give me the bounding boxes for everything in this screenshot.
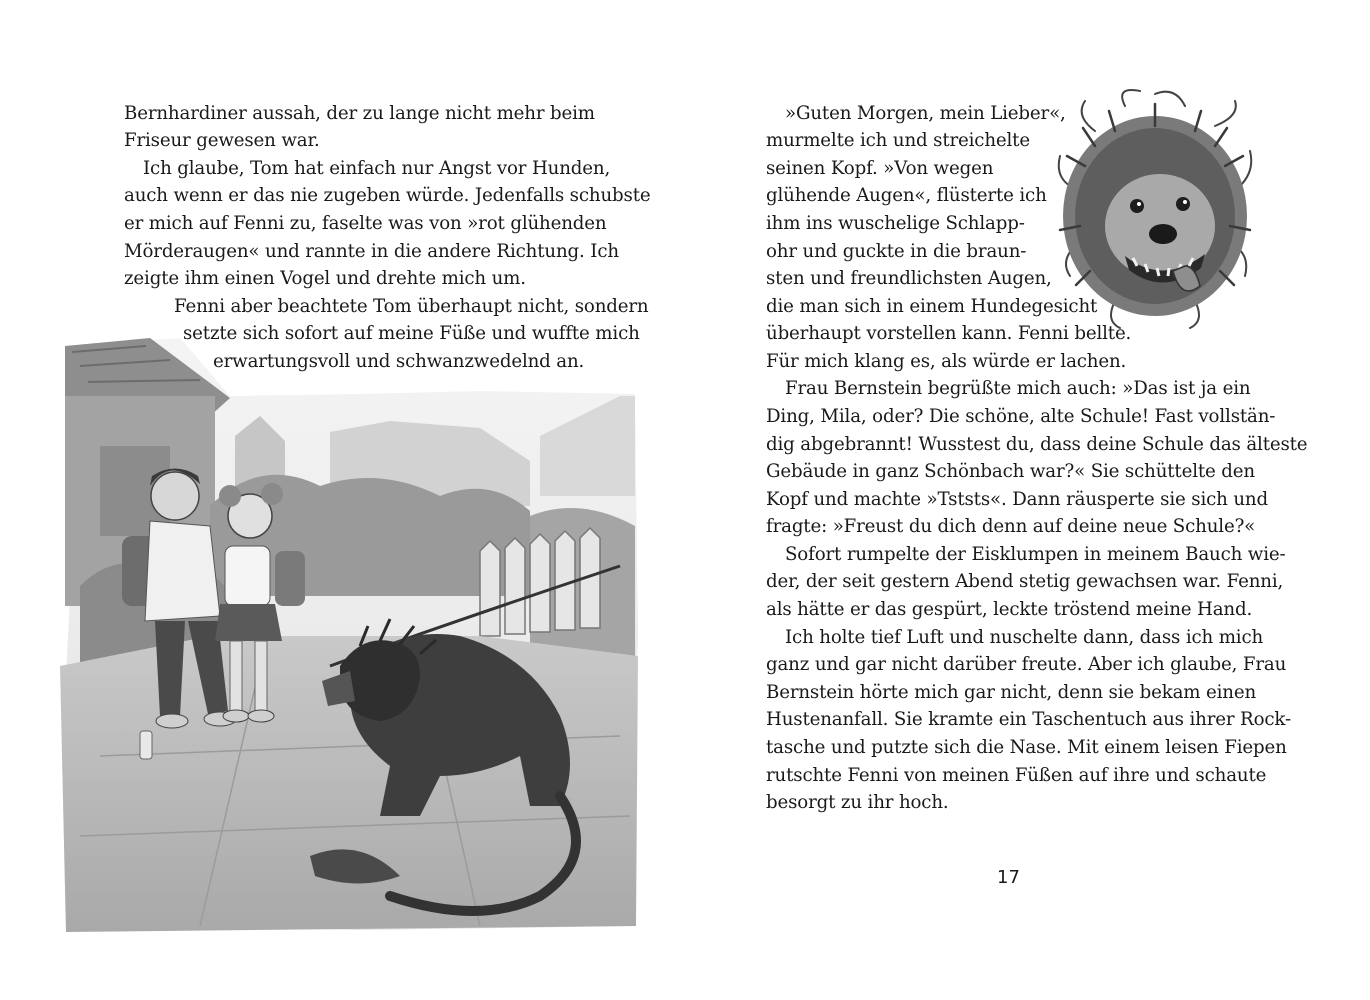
text-line: glühende Augen«, flüsterte ich: [766, 185, 1047, 206]
text-line: Frau Bernstein begrüßte mich auch: »Das ist ja ein: [785, 378, 1251, 399]
text-line: Hustenanfall. Sie kramte ein Taschentuch aus ihrer Rock-: [766, 709, 1291, 730]
text-line: Bernstein hörte mich gar nicht, denn sie bekam einen: [766, 682, 1257, 703]
text-line: zeigte ihm einen Vogel und drehte mich um.: [124, 268, 526, 289]
text-line: rutschte Fenni von meinen Füßen auf ihre und schaute: [766, 765, 1267, 786]
text-line: überhaupt vorstellen kann. Fenni bellte.: [766, 323, 1132, 344]
right-page: [685, 0, 1370, 1000]
text-line: Gebäude in ganz Schönbach war?« Sie schüttelte den: [766, 461, 1255, 482]
text-line: dig abgebrannt! Wusstest du, dass deine Schule das älteste: [766, 434, 1308, 455]
text-line: murmelte ich und streichelte: [766, 130, 1030, 151]
text-line: erwartungsvoll und schwanzwedelnd an.: [213, 351, 585, 372]
text-line: ganz und gar nicht darüber freute. Aber ich glaube, Frau: [766, 654, 1287, 675]
page-number: 17: [997, 867, 1020, 888]
text-line: auch wenn er das nie zugeben würde. Jedenfalls schubste: [124, 185, 651, 206]
illustration-dog-head: [1055, 86, 1255, 334]
text-line: die man sich in einem Hundegesicht: [766, 296, 1098, 317]
text-line: Friseur gewesen war.: [124, 130, 320, 151]
text-line: fragte: »Freust du dich denn auf deine neue Schule?«: [766, 516, 1256, 537]
text-line: als hätte er das gespürt, leckte tröstend meine Hand.: [766, 599, 1253, 620]
text-line: »Guten Morgen, mein Lieber«,: [785, 103, 1066, 124]
text-line: tasche und putzte sich die Nase. Mit einem leisen Fiepen: [766, 737, 1287, 758]
text-line: Fenni aber beachtete Tom überhaupt nicht, sondern: [174, 296, 649, 317]
text-line: setzte sich sofort auf meine Füße und wuffte mich: [183, 323, 640, 344]
text-line: der, der seit gestern Abend stetig gewachsen war. Fenni,: [766, 571, 1284, 592]
text-line: Ding, Mila, oder? Die schöne, alte Schule! Fast vollstän-: [766, 406, 1276, 427]
text-line: Für mich klang es, als würde er lachen.: [766, 351, 1127, 372]
text-line: Mörderaugen« und rannte in die andere Richtung. Ich: [124, 241, 619, 262]
illustration-children-and-dog: [60, 336, 640, 932]
text-line: sten und freundlichsten Augen,: [766, 268, 1052, 289]
text-line: Ich glaube, Tom hat einfach nur Angst vor Hunden,: [143, 158, 611, 179]
text-line: Bernhardiner aussah, der zu lange nicht mehr beim: [124, 103, 595, 124]
text-line: seinen Kopf. »Von wegen: [766, 158, 994, 179]
text-line: besorgt zu ihr hoch.: [766, 792, 949, 813]
text-line: ohr und guckte in die braun-: [766, 241, 1027, 262]
text-line: Sofort rumpelte der Eisklumpen in meinem Bauch wie-: [785, 544, 1286, 565]
text-line: er mich auf Fenni zu, faselte was von »rot glühenden: [124, 213, 607, 234]
text-line: ihm ins wuschelige Schlapp-: [766, 213, 1025, 234]
text-line: Kopf und machte »Tststs«. Dann räusperte sie sich und: [766, 489, 1268, 510]
text-line: Ich holte tief Luft und nuschelte dann, dass ich mich: [785, 627, 1264, 648]
